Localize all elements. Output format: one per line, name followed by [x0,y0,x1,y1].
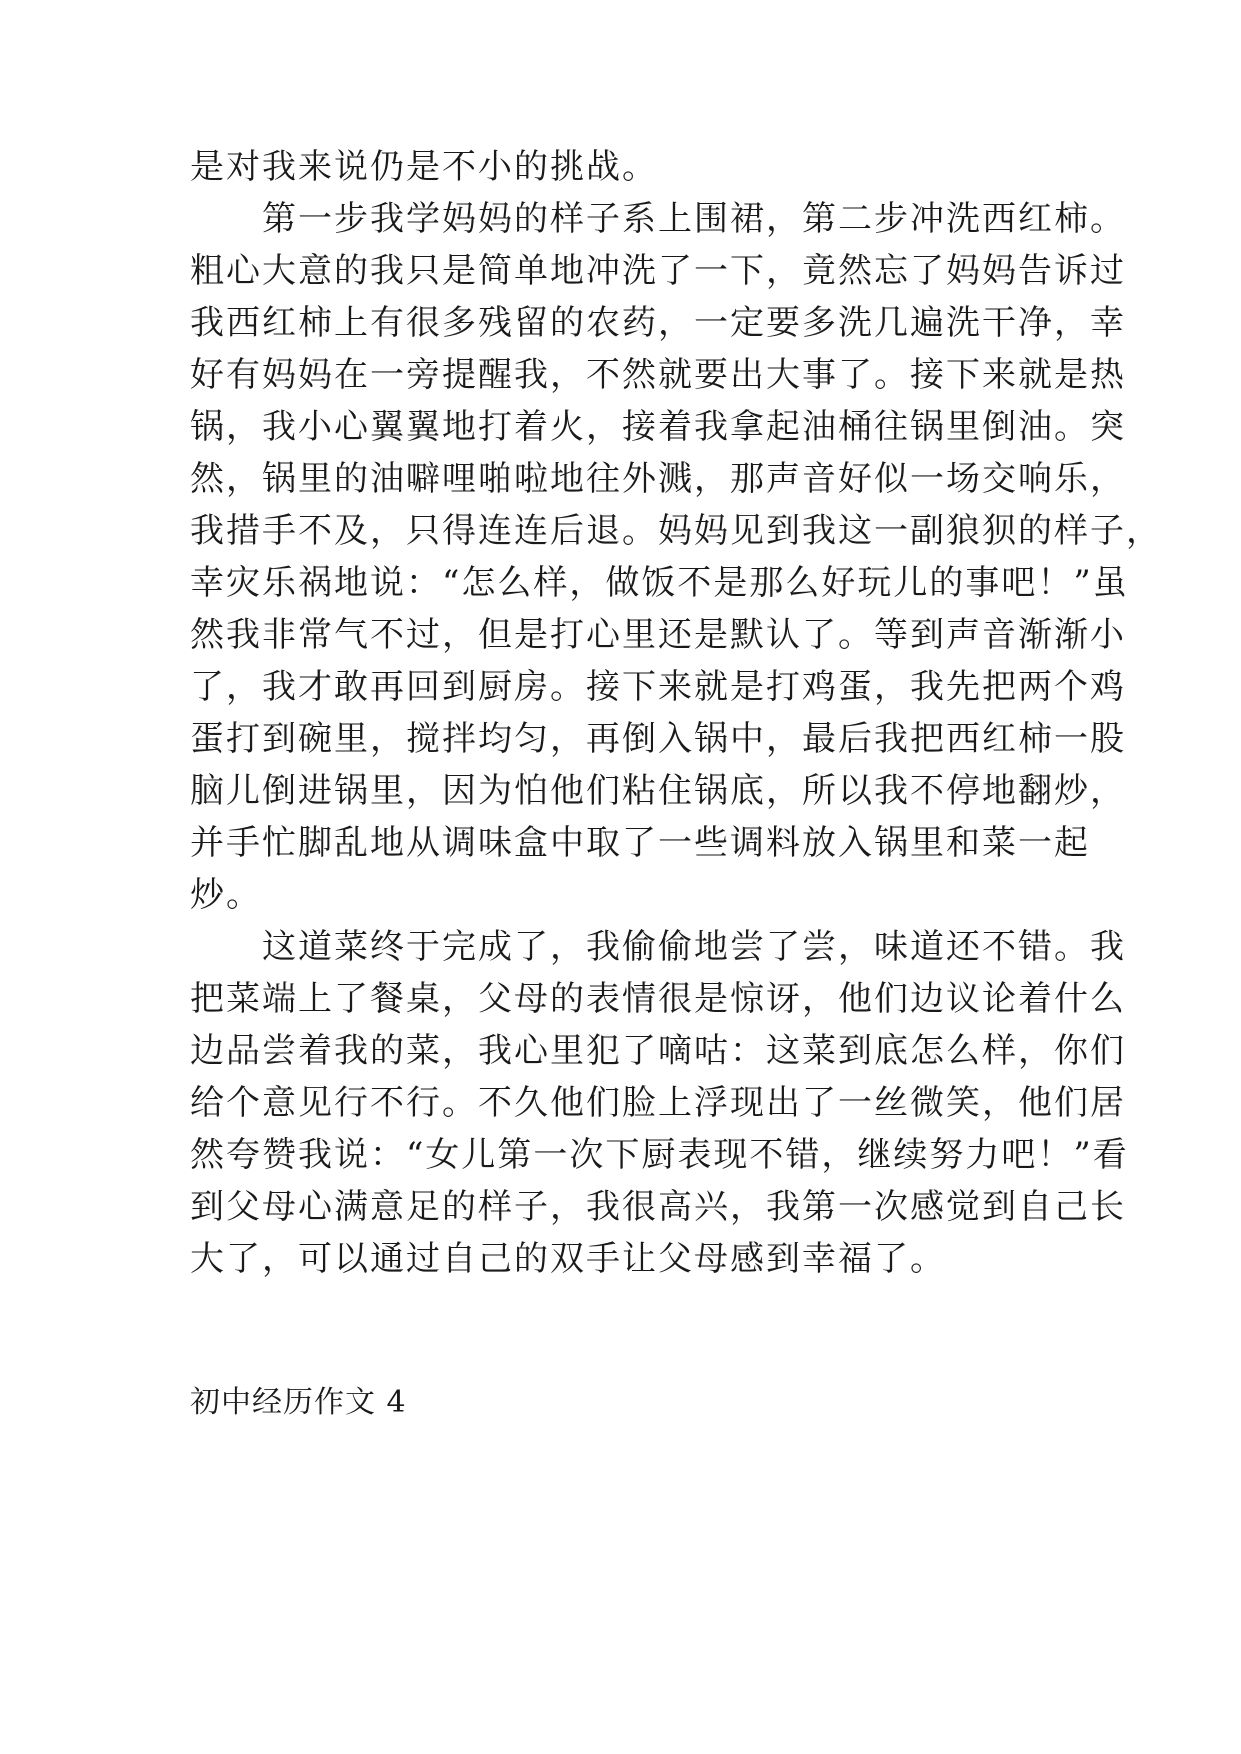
section-heading: 初中经历作文 4 [190,1385,407,1420]
text-line: 粗心大意的我只是简单地冲洗了一下，竟然忘了妈妈告诉过 [190,251,1126,291]
text-line: 边品尝着我的菜，我心里犯了嘀咕：这菜到底怎么样，你们 [190,1031,1126,1071]
text-line: 脑儿倒进锅里，因为怕他们粘住锅底，所以我不停地翻炒， [190,771,1126,811]
text-line: 幸灾乐祸地说：“怎么样，做饭不是那么好玩儿的事吧！”虽 [190,563,1129,603]
text-line: 我措手不及，只得连连后退。妈妈见到我这一副狼狈的样子， [190,511,1162,551]
text-line: 锅，我小心翼翼地打着火，接着我拿起油桶往锅里倒油。突 [190,407,1126,447]
text-line: 然，锅里的油噼哩啪啦地往外溅，那声音好似一场交响乐， [190,459,1126,499]
text-line: 大了，可以通过自己的双手让父母感到幸福了。 [190,1239,946,1279]
text-line: 然我非常气不过，但是打心里还是默认了。等到声音渐渐小 [190,615,1126,655]
text-line: 是对我来说仍是不小的挑战。 [190,147,658,187]
text-line: 好有妈妈在一旁提醒我，不然就要出大事了。接下来就是热 [190,355,1126,395]
text-line: 到父母心满意足的样子，我很高兴，我第一次感觉到自己长 [190,1187,1126,1227]
text-line: 我西红柿上有很多残留的农药，一定要多洗几遍洗干净，幸 [190,303,1126,343]
text-line: 然夸赞我说：“女儿第一次下厨表现不错，继续努力吧！”看 [190,1135,1129,1175]
text-line: 炒。 [190,875,262,915]
text-line: 并手忙脚乱地从调味盒中取了一些调料放入锅里和菜一起 [190,823,1090,863]
text-line: 把菜端上了餐桌，父母的表情很是惊讶，他们边议论着什么 [190,979,1126,1019]
text-line: 第一步我学妈妈的样子系上围裙，第二步冲洗西红柿。 [190,199,1126,239]
text-line: 蛋打到碗里，搅拌均匀，再倒入锅中，最后我把西红柿一股 [190,719,1126,759]
text-line: 这道菜终于完成了，我偷偷地尝了尝，味道还不错。我 [190,927,1126,967]
text-line: 给个意见行不行。不久他们脸上浮现出了一丝微笑，他们居 [190,1083,1126,1123]
text-line: 了，我才敢再回到厨房。接下来就是打鸡蛋，我先把两个鸡 [190,667,1126,707]
